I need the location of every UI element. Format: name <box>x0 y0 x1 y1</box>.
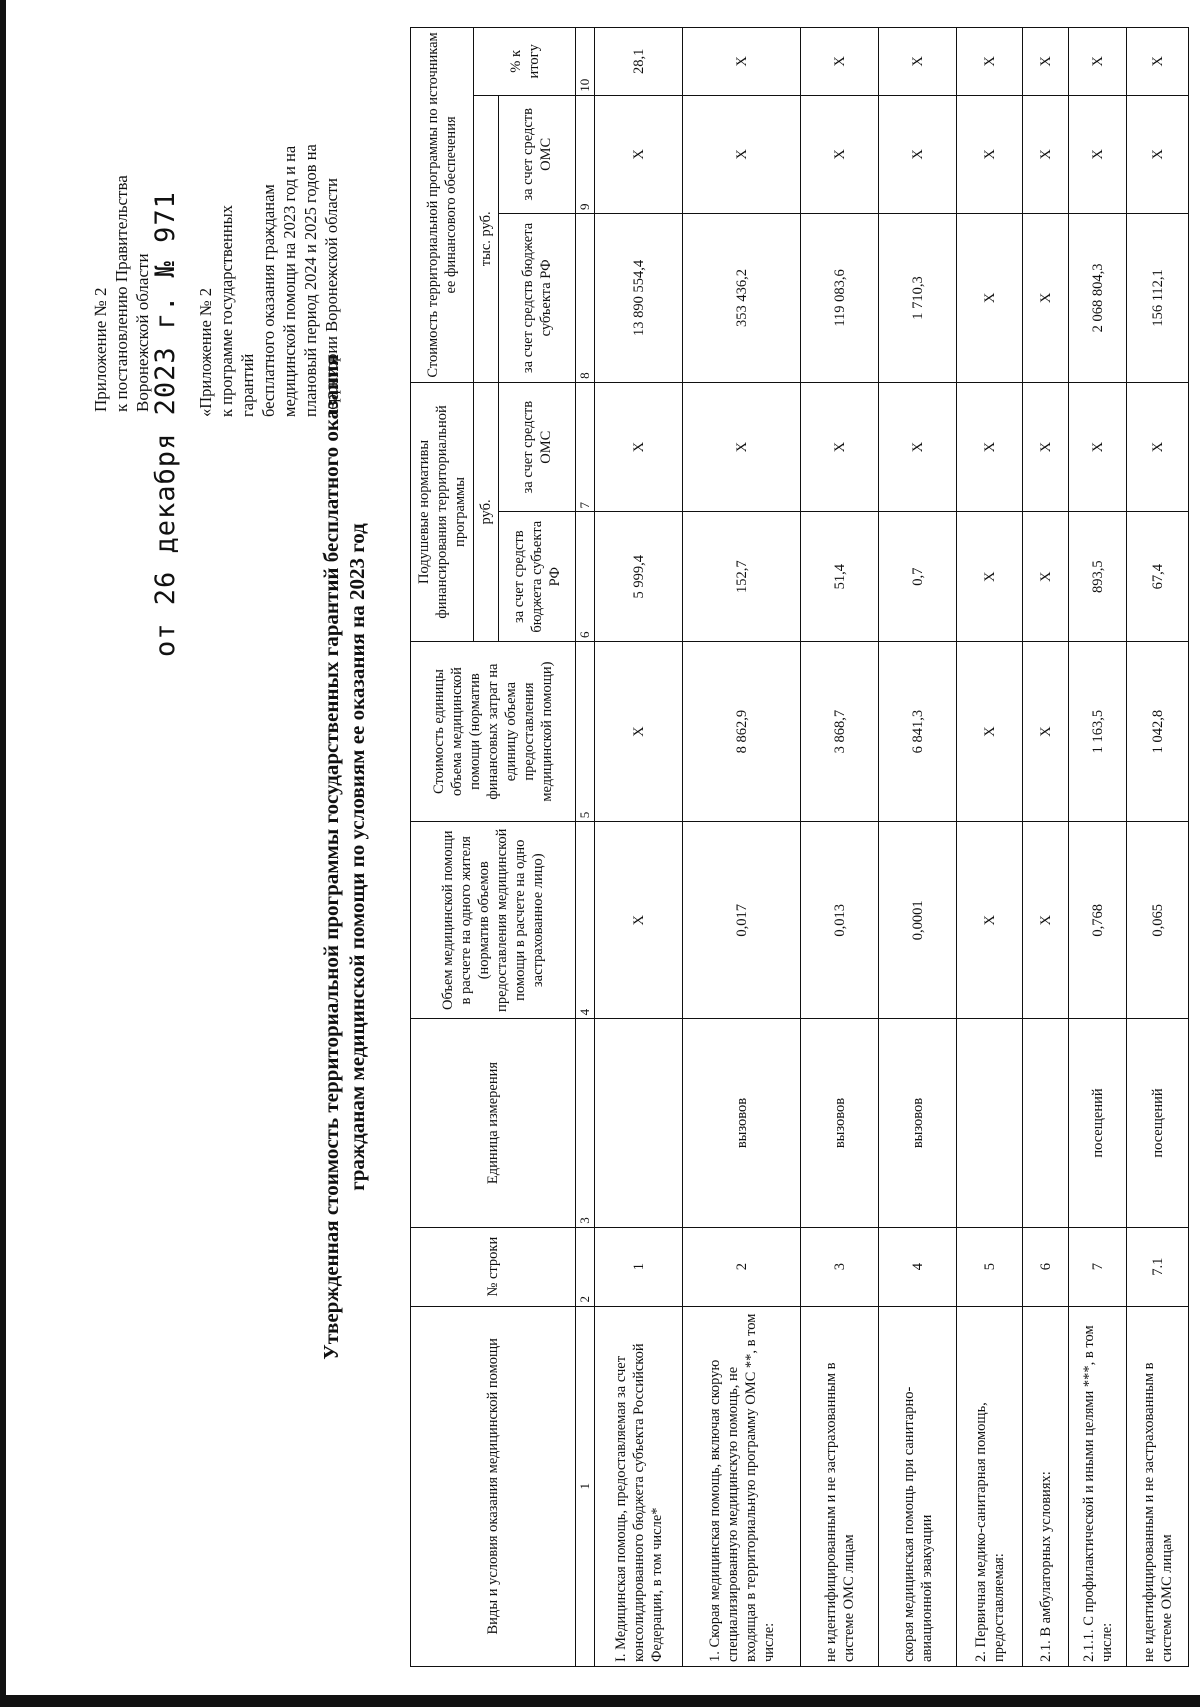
row-cost-budget: 119 083,6 <box>801 213 879 382</box>
row-cost-oms: X <box>957 95 1023 213</box>
row-cost-budget: 156 112,1 <box>1127 213 1189 382</box>
row-unit-cost: 1 163,5 <box>1069 641 1127 821</box>
title-line-2: гражданам медицинской помощи по условиям ее оказания на 2023 год <box>345 523 369 1191</box>
row-kind: не идентифицированным и не застрахованным в системе ОМС лицам <box>1127 1306 1189 1666</box>
row-unit: вызовов <box>683 1019 801 1227</box>
row-pc-budget: 51,4 <box>801 512 879 642</box>
header-per-capita-unit: руб. <box>474 382 499 641</box>
row-unit-cost: 8 862,9 <box>683 641 801 821</box>
row-pc-budget: X <box>957 512 1023 642</box>
document-title <box>318 47 370 1667</box>
row-pc-budget: 5 999,4 <box>595 512 683 642</box>
table-row <box>1069 28 1127 1667</box>
row-unit <box>595 1019 683 1227</box>
header-cost: Стоимость территориальной программы по источникам ее финансового обеспечения <box>411 28 474 383</box>
appendix-line: Воронежской области <box>133 253 152 412</box>
program-line: к программе государственных <box>217 205 236 417</box>
row-number: 2 <box>683 1227 801 1306</box>
header-per-capita: Подушевые нормативы финансирования территориальной программы <box>411 382 474 641</box>
row-pc-oms: X <box>1069 382 1127 512</box>
table-row <box>1023 28 1069 1667</box>
table-row <box>683 28 801 1667</box>
program-line: гарантий <box>238 353 257 417</box>
row-number: 3 <box>801 1227 879 1306</box>
row-cost-budget: 353 436,2 <box>683 213 801 382</box>
appendix-line: к постановлению Правительства <box>112 175 131 412</box>
row-kind: I. Медицинская помощь, предоставляемая за счет консолидированного бюджета субъекта Российской Федерации, в том числе* <box>595 1306 683 1666</box>
row-volume: X <box>1023 822 1069 1019</box>
row-unit-cost: 3 868,7 <box>801 641 879 821</box>
row-volume: 0,017 <box>683 822 801 1019</box>
row-pc-budget: 893,5 <box>1069 512 1127 642</box>
row-unit-cost: X <box>595 641 683 821</box>
row-number: 6 <box>1023 1227 1069 1306</box>
table-row <box>879 28 957 1667</box>
row-kind: 2. Первичная медико-санитарная помощь, предоставляемая: <box>957 1306 1023 1666</box>
row-pc-budget: 67,4 <box>1127 512 1189 642</box>
row-unit <box>957 1019 1023 1227</box>
row-pc-oms: X <box>801 382 879 512</box>
row-percent: X <box>879 28 957 96</box>
table-row <box>595 28 683 1667</box>
row-cost-oms: X <box>1069 95 1127 213</box>
row-cost-oms: X <box>595 95 683 213</box>
row-pc-oms: X <box>1127 382 1189 512</box>
program-line: территории Воронежской области <box>322 177 341 417</box>
program-line: бесплатного оказания гражданам <box>259 184 278 417</box>
row-cost-oms: X <box>1127 95 1189 213</box>
row-kind: не идентифицированным и не застрахованным в системе ОМС лицам <box>801 1306 879 1666</box>
row-kind: скорая медицинская помощь при санитарно-авиационной эвакуации <box>879 1306 957 1666</box>
row-volume: 0,013 <box>801 822 879 1019</box>
table-body <box>595 28 1189 1667</box>
col-number: 3 <box>576 1019 595 1227</box>
row-percent: X <box>1023 28 1069 96</box>
program-line: медицинской помощи на 2023 год и на <box>280 145 299 417</box>
row-unit-cost: 6 841,3 <box>879 641 957 821</box>
row-percent: X <box>801 28 879 96</box>
row-cost-oms: X <box>683 95 801 213</box>
row-volume: X <box>595 822 683 1019</box>
row-cost-budget: X <box>957 213 1023 382</box>
header-cost-budget: за счет средств бюджета субъекта РФ <box>499 213 576 382</box>
program-line: «Приложение № 2 <box>196 287 215 417</box>
table-row <box>801 28 879 1667</box>
column-number-row <box>576 28 595 1667</box>
row-volume: 0,768 <box>1069 822 1127 1019</box>
row-volume: 0,065 <box>1127 822 1189 1019</box>
row-kind: 1. Скорая медицинская помощь, включая скорую специализированную медицинскую помощь, не входящая в территориальную программу ОМС **, в том числе: <box>683 1306 801 1666</box>
col-number: 1 <box>576 1306 595 1666</box>
row-pc-budget: 152,7 <box>683 512 801 642</box>
header-pc-oms: за счет средств ОМС <box>499 382 576 512</box>
col-number: 6 <box>576 512 595 642</box>
row-number: 5 <box>957 1227 1023 1306</box>
row-pc-budget: 0,7 <box>879 512 957 642</box>
row-unit: вызовов <box>879 1019 957 1227</box>
row-number: 7 <box>1069 1227 1127 1306</box>
table-row <box>957 28 1023 1667</box>
col-number: 4 <box>576 822 595 1019</box>
header-unit-cost: Стоимость единицы объема медицинской помощи (норматив финансовых затрат на единицу объема предоставления медицинской помощи) <box>411 641 576 821</box>
row-percent: X <box>1127 28 1189 96</box>
cost-table <box>410 27 1189 1667</box>
header-row-no: № строки <box>411 1227 576 1306</box>
row-number: 1 <box>595 1227 683 1306</box>
row-unit: посещений <box>1069 1019 1127 1227</box>
program-line: плановый период 2024 и 2025 годов на <box>301 144 320 417</box>
col-number: 2 <box>576 1227 595 1306</box>
row-percent: 28,1 <box>595 28 683 96</box>
row-pc-oms: X <box>957 382 1023 512</box>
col-number: 5 <box>576 641 595 821</box>
header-volume: Объем медицинской помощи в расчете на одного жителя (норматив объемов предоставления медицинской помощи в расчете на одно застрахованное лицо) <box>411 822 576 1019</box>
header-pc-budget: за счет средств бюджета субъекта РФ <box>499 512 576 642</box>
row-pc-oms: X <box>1023 382 1069 512</box>
row-number: 4 <box>879 1227 957 1306</box>
row-percent: X <box>683 28 801 96</box>
row-volume: X <box>957 822 1023 1019</box>
row-cost-budget: X <box>1023 213 1069 382</box>
row-pc-budget: X <box>1023 512 1069 642</box>
row-pc-oms: X <box>683 382 801 512</box>
row-pc-oms: X <box>879 382 957 512</box>
col-number: 9 <box>576 95 595 213</box>
row-unit-cost: X <box>1023 641 1069 821</box>
title-line-1: Утвержденная стоимость территориальной программы государственных гарантий бесплатного оказания <box>319 354 343 1360</box>
decree-date: от 26 декабря 2023 г. № 971 <box>150 191 181 657</box>
row-volume: 0,0001 <box>879 822 957 1019</box>
row-unit-cost: X <box>957 641 1023 821</box>
col-number: 8 <box>576 213 595 382</box>
header-cost-oms: за счет средств ОМС <box>499 95 576 213</box>
appendix-header <box>90 175 153 412</box>
row-cost-oms: X <box>801 95 879 213</box>
col-number: 10 <box>576 28 595 96</box>
row-percent: X <box>957 28 1023 96</box>
table-row <box>1127 28 1189 1667</box>
row-cost-oms: X <box>1023 95 1069 213</box>
row-unit <box>1023 1019 1069 1227</box>
appendix-line: Приложение № 2 <box>91 287 110 412</box>
row-cost-budget: 13 890 554,4 <box>595 213 683 382</box>
row-kind: 2.1.1. С профилактической и иными целями ***, в том числе: <box>1069 1306 1127 1666</box>
header-cost-unit: тыс. руб. <box>474 95 499 382</box>
row-number: 7.1 <box>1127 1227 1189 1306</box>
row-unit-cost: 1 042,8 <box>1127 641 1189 821</box>
col-number: 7 <box>576 382 595 512</box>
header-percent: % к итогу <box>474 28 576 96</box>
row-cost-budget: 2 068 804,3 <box>1069 213 1127 382</box>
header-kinds: Виды и условия оказания медицинской помощи <box>411 1306 576 1666</box>
row-cost-oms: X <box>879 95 957 213</box>
row-kind: 2.1. В амбулаторных условиях: <box>1023 1306 1069 1666</box>
header-unit: Единица измерения <box>411 1019 576 1227</box>
row-pc-oms: X <box>595 382 683 512</box>
row-unit: посещений <box>1127 1019 1189 1227</box>
row-cost-budget: 1 710,3 <box>879 213 957 382</box>
row-percent: X <box>1069 28 1127 96</box>
row-unit: вызовов <box>801 1019 879 1227</box>
